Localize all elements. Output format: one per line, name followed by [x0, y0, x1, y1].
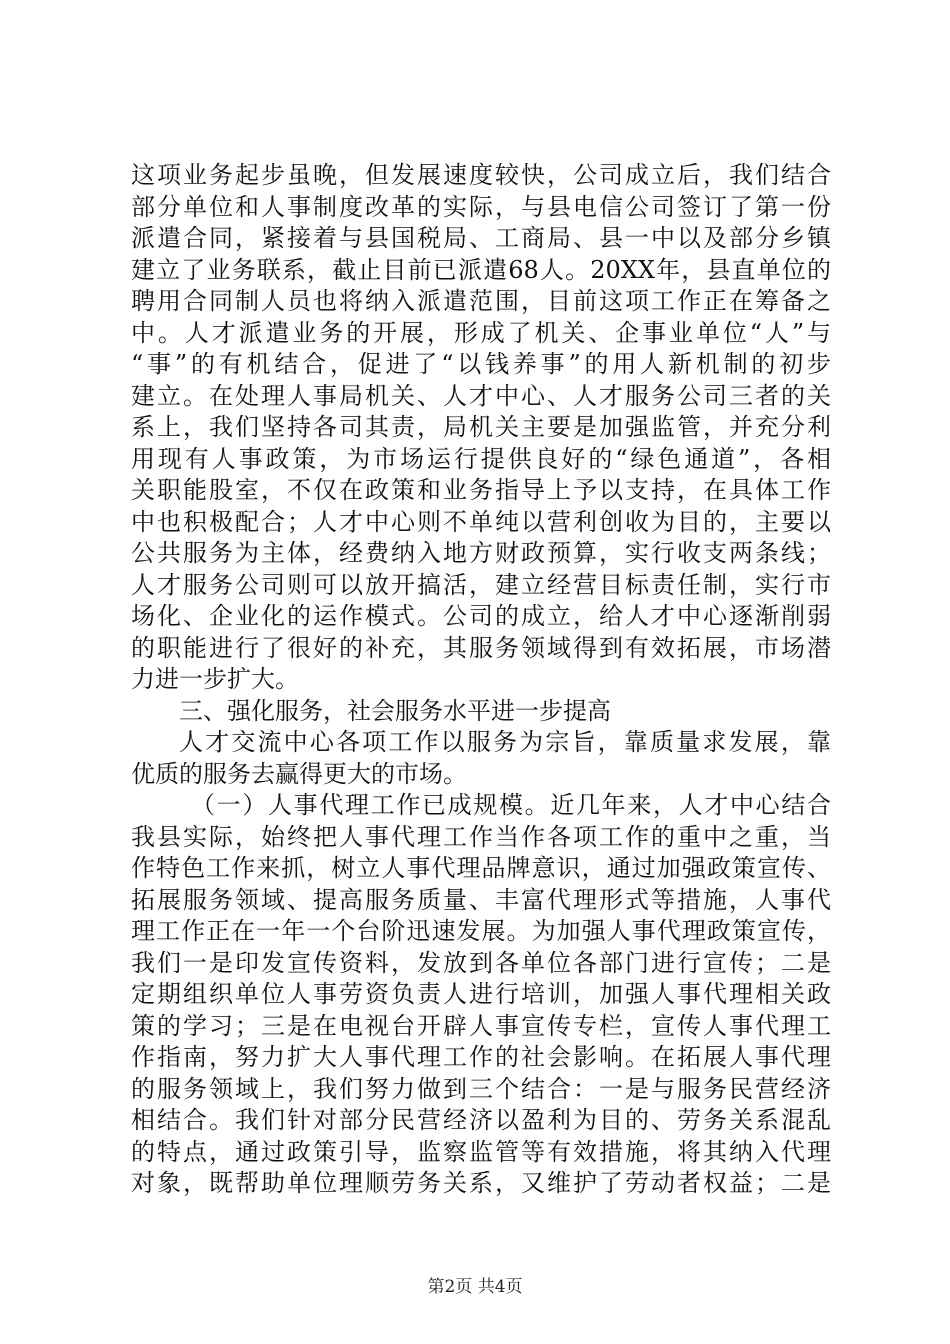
text-line: 人才交流中心各项工作以服务为宗旨，靠质量求发展，靠	[179, 728, 831, 756]
text-line: 我县实际，始终把人事代理工作当作各项工作的重中之重，当	[131, 822, 831, 851]
text-line: 这项业务起步虽晚，但发展速度较快，公司成立后，我们结合	[131, 161, 831, 189]
text-line: 部分单位和人事制度改革的实际，与县电信公司签订了第一份	[131, 192, 831, 221]
text-line: 建立。在处理人事局机关、人才中心、人才服务公司三者的关	[131, 381, 831, 410]
text-line: 系上，我们坚持各司其责，局机关主要是加强监管，并充分利	[131, 413, 831, 441]
page-footer: 第2页 共4页	[427, 1277, 523, 1297]
text-line: 策的学习；三是在电视台开辟人事宣传专栏，宣传人事代理工	[131, 1011, 831, 1040]
text-line: 作指南，努力扩大人事代理工作的社会影响。在拓展人事代理	[131, 1043, 831, 1071]
text-line: 的特点，通过政策引导，监察监管等有效措施，将其纳入代理	[131, 1137, 831, 1166]
text-line: 拓展服务领域、提高服务质量、丰富代理形式等措施，人事代	[131, 885, 831, 914]
text-line: 派遣合同，紧接着与县国税局、工商局、县一中以及部分乡镇	[131, 224, 831, 252]
text-line: 相结合。我们针对部分民营经济以盈利为目的、劳务关系混乱	[131, 1106, 831, 1134]
text-line: 关职能股室，不仅在政策和业务指导上予以支持，在具体工作	[131, 476, 831, 504]
section-heading: 三、强化服务，社会服务水平进一步提高	[179, 696, 611, 725]
text-line: “事”的有机结合，促进了“以钱养事”的用人新机制的初步	[131, 350, 831, 378]
text-line: 人才服务公司则可以放开搞活，建立经营目标责任制，实行市	[131, 570, 831, 599]
text-line: 的职能进行了很好的补充，其服务领域得到有效拓展，市场潜	[131, 633, 831, 662]
text-line: 优质的服务去赢得更大的市场。	[131, 759, 467, 788]
text-line: 公共服务为主体，经费纳入地方财政预算，实行收支两条线；	[131, 539, 831, 567]
text-line: 我们一是印发宣传资料，发放到各单位各部门进行宣传；二是	[131, 948, 831, 977]
text-line: 力进一步扩大。	[131, 665, 299, 693]
text-line: 理工作正在一年一个台阶迅速发展。为加强人事代理政策宣传，	[131, 917, 831, 945]
text-line: （一）人事代理工作已成规模。近几年来，人才中心结合	[191, 791, 831, 819]
text-line: 中。人才派遣业务的开展，形成了机关、企事业单位“人”与	[131, 318, 831, 347]
text-line: 定期组织单位人事劳资负责人进行培训，加强人事代理相关政	[131, 980, 831, 1008]
document-body	[131, 160, 831, 1200]
text-line: 的服务领域上，我们努力做到三个结合：一是与服务民营经济	[131, 1074, 831, 1103]
text-line: 作特色工作来抓，树立人事代理品牌意识，通过加强政策宣传、	[131, 854, 831, 882]
text-line: 中也积极配合；人才中心则不单纯以营利创收为目的，主要以	[131, 507, 831, 536]
text-line: 用现有人事政策，为市场运行提供良好的“绿色通道”，各相	[131, 444, 831, 473]
text-line: 聘用合同制人员也将纳入派遣范围，目前这项工作正在筹备之	[131, 287, 831, 315]
text-line: 建立了业务联系，截止目前已派遣68人。20XX年，县直单位的	[131, 255, 831, 284]
text-line: 对象，既帮助单位理顺劳务关系，又维护了劳动者权益；二是	[131, 1169, 831, 1197]
text-line: 场化、企业化的运作模式。公司的成立，给人才中心逐渐削弱	[131, 602, 831, 630]
